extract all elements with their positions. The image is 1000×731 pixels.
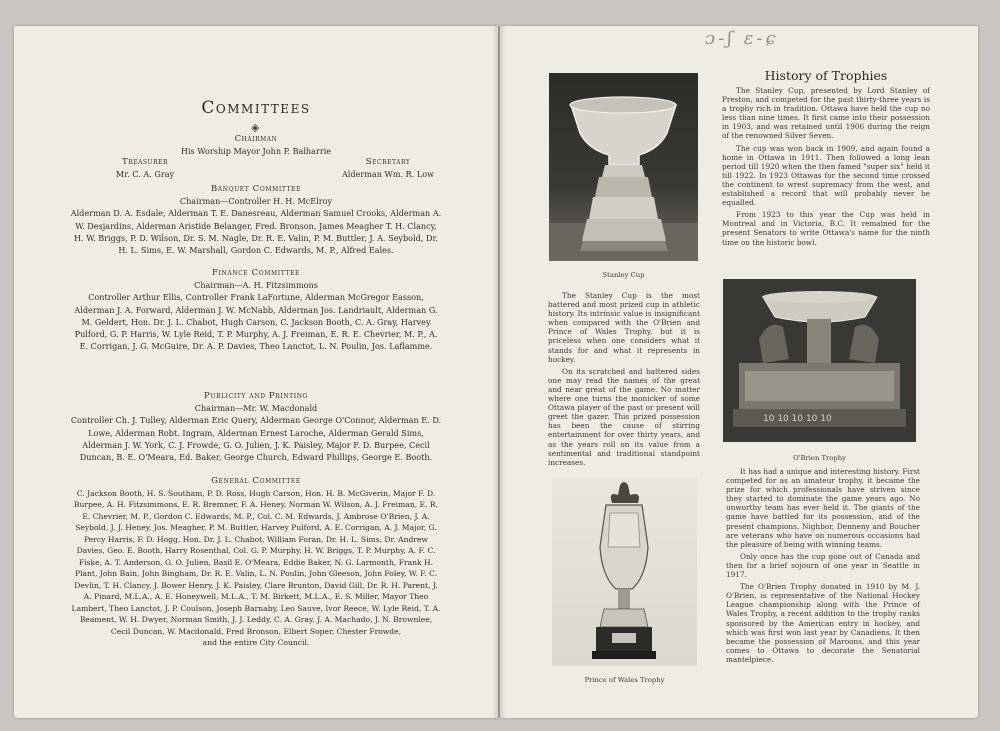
history-paragraph-2: The cup was won back in 1909, and again found a home in Ottawa in 1911. Then followed a long lean period till 1920 when the then famed "super six" held it till 1922. In 1923 Ottawas for the second time crossed the continent to wrest supremacy from the west, and established a record that will probably never be equalled. <box>722 143 930 208</box>
committees-title: Committees <box>201 98 311 118</box>
prince-of-wales-trophy-photo <box>552 477 697 666</box>
finance-members: Controller Arthur Ellis, Controller Frank LaFortune, Alderman McGregor Easson, Alderman J. A. Forward, Alderman J. W. McNabb, Alderman Jos. Landriault, Alderman G. M. Geldert, Hon. Dr. J. L. Chabot, Hugh Carson, C. Jackson Booth, C. A. Gray, Harvey Pulford, G. P. Harris, W. Lyle Reid, T. P. Murphy, A. J. Freiman, E. R. E. Chevrier, M. P., A. E. Corrigan, J. G. McGuire, Dr. A. P. Davies, Theo Lanctot, L. N. Poulin, Jos. Laflamme. <box>74 292 438 352</box>
caption-obrien-trophy: O'Brien Trophy <box>793 454 846 462</box>
history-text <box>722 86 930 250</box>
banquet-members: Alderman D. A. Esdale, Alderman T. E. Danesreau, Alderman Samuel Crooks, Alderman A. W. Desjardins, Alderman Aristide Belanger, Fred. Bronson, James Meagher T. H. Clancy, H. W. Briggs, P. D. Wilson, Dr. S. M. Nagle, Dr. R. E. Valin, P. M. Buttler, J. A. Seybold, Dr. H. L. Sims, E. W. Marshall, Gordon C. Edwards, M. P., Alfred Eales. <box>70 208 442 256</box>
secretary-heading: Secretary <box>365 157 411 167</box>
publicity-members: Controller Ch. J. Tulley, Alderman Eric Query, Alderman George O'Connor, Alderman E. D. Lowe, Alderman Robt. Ingram, Alderman Ernest Laroche, Alderman Gerald Sims, Alderman J. W. York, C. J. Frowde, G. O. Julien, J. K. Paisley, Major F. D. Burpee, Cecil Duncan, B. E. O'Meara, Ed. Baker, George Church, Edward Phillips, George E. Booth. <box>70 415 442 463</box>
history-paragraph-3: From 1923 to this year the Cup was held in Montreal and in Victoria, B.C. It remained for the present Senators to write Ottawa's name for the ninth time on the historic bowl. <box>722 210 930 247</box>
treasurer-heading: Treasurer <box>121 157 169 167</box>
banquet-heading: Banquet Committee <box>210 184 302 194</box>
stanley-paragraph-1: The Stanley Cup is the most battered and most prized cup in athletic history. Its intrinsic value is insignificant when compared with the O'Brien and Prince of Wales Trophy, but it is priceless when one considers what it stands for and what it represents in hockey. <box>548 291 700 364</box>
banquet-chair: Chairman—Controller H. H. McElroy <box>179 196 333 207</box>
obrien-text <box>726 467 920 667</box>
prince-of-wales-trophy-icon <box>552 477 697 666</box>
finance-heading: Finance Committee <box>211 268 301 278</box>
stanley-text <box>548 291 700 470</box>
stanley-cup-photo <box>549 73 698 261</box>
stanley-paragraph-2: On its scratched and battered sides one may read the names of the great and near great of the game. No matter where one turns the monicker of some Ottawa player of the past or present will greet the gazer. This prized possession has been the cause of stirring entertainment for over thirty years, and as the years roll on its value from a sentimental and traditional standpoint increases. <box>548 366 700 467</box>
finance-committee <box>70 262 442 352</box>
publicity-heading: Publicity and Printing <box>204 391 308 401</box>
obrien-trophy-photo <box>723 279 916 442</box>
treasurer-block <box>100 156 190 180</box>
history-paragraph-1: The Stanley Cup, presented by Lord Stanley of Preston, and competed for the past thirty-three years is a trophy rich in tradition. Ottawa have held the cup no less than nine times. It first came into their possession in 1903, and was retained until 1906 during the reign of the renowned Silver Seven. <box>722 86 930 141</box>
publicity-chair: Chairman—Mr. W. Macdonald <box>194 403 318 414</box>
chairman-name: His Worship Mayor John P. Balharrie <box>180 146 332 157</box>
chairman-heading: Chairman <box>234 134 278 144</box>
page-gutter <box>492 26 506 718</box>
secretary-name: Alderman Wm. R. Low <box>341 169 435 179</box>
obrien-trophy-icon <box>723 279 916 442</box>
general-committee <box>70 471 442 649</box>
caption-stanley-cup: Stanley Cup <box>602 271 645 279</box>
diamond-ornament-icon: ◈ <box>251 121 260 134</box>
history-title: History of Trophies <box>764 68 888 83</box>
chairman-block <box>70 133 442 157</box>
publicity-committee <box>70 385 442 463</box>
finance-chair: Chairman—A. H. Fitzsimmons <box>194 280 318 291</box>
handwritten-annotation: ɔ-ʃ ɛ-ɕ <box>705 28 779 49</box>
stanley-cup-icon <box>549 73 698 261</box>
banquet-committee <box>70 178 442 256</box>
general-members: C. Jackson Booth, H. S. Southam, P. D. Ross, Hugh Carson, Hon. H. B. McGiverin, Major F. D. Burpee, A. H. Fitzsimmons, E. R. Bremner, F. A. Heney, Norman W. Wilson, A. J. Freiman, E. R. E. Chevrier, M. P., Gordon C. Edwards, M. P., Col. C. M. Edwards, J. Ambrose O'Brien, J. A. Seybold, J. J. Heney, Jos. Meagher, P. M. Buttler, Harvey Pulford, A. E. Corrigan, A. J. Major, G. Percy Harris, F. D. Hogg, Hon. Dr. J. L. Chabot, William Foran, Dr. H. L. Sims, Dr. Andrew Davies, Geo. E. Booth, Harry Rosenthal, Col. G. P. Murphy, H. W. Briggs, T. P. Murphy, A. F. C. Fiske, A. T. Anderson, G. O. Julien, Basil E. O'Meara, Eddie Baker, N. G. Larmonth, Frank H. Plant, John Bain, John Bingham, Dr. R. E. Valin, L. N. Poulin, John Gleeson, John Foley, W. F. C. Devlin, T. H. Clancy, J. Bower Henry, J. K. Paisley, Clare Brunton, David Gill, Dr. R. H. Parent, J. A. Pinard, M.L.A., A. E. Honeywell, M.L.A., T. M. Birkett, M.L.A., E. S. Miller, Mayor Theo Lambert, Theo Lanctot, J. P. Coulson, Joseph Barnaby, Leo Sauve, Ivor Reece, W. Lyle Reid, T. A. Beament, W. H. Dwyer, Norman Smith, J. J. Leddy, C. A. Gray, J. A. Machado, J. N. Brownlee, Cecil Duncan, W. Macdonald, Fred Bronson, Elbert Soper, Chester Frowde, <box>71 488 441 636</box>
general-heading: General Committee <box>211 476 301 486</box>
secretary-block <box>328 156 448 180</box>
treasurer-name: Mr. C. A. Gray <box>115 169 175 179</box>
obrien-paragraph-1: It has had a unique and interesting history. First competed for as an amateur trophy, it became the prize for which professionals have striven since they started to dominate the game years ago. No unworthy team has ever held it. The giants of the game have battled for its possession, and of the present champions, Nighbor, Denneny and Boucher are veterans who have on numerous occasions had the pleasure of being with winning teams. <box>726 467 920 549</box>
obrien-paragraph-2: Only once has the cup gone out of Canada and then for a brief sojourn of one year in Seattle in 1917. <box>726 551 920 580</box>
svg-text:10 10 10 10 10: 10 10 10 10 10 <box>763 414 832 424</box>
obrien-paragraph-3: The O'Brien Trophy donated in 1910 by M. J. O'Brien, is representative of the National Hockey League championship along with the Prince of Wales Trophy, a recent addition to the trophy ranks sponsored by the American entry in hockey, and which was first won last year by Canadiens. It then became the possession of Maroons, and this year comes to Ottawa to decorate the Senatorial mantelpiece. <box>726 582 920 664</box>
caption-prince-of-wales-trophy: Prince of Wales Trophy <box>584 676 665 684</box>
general-closing: and the entire City Council. <box>202 638 310 647</box>
